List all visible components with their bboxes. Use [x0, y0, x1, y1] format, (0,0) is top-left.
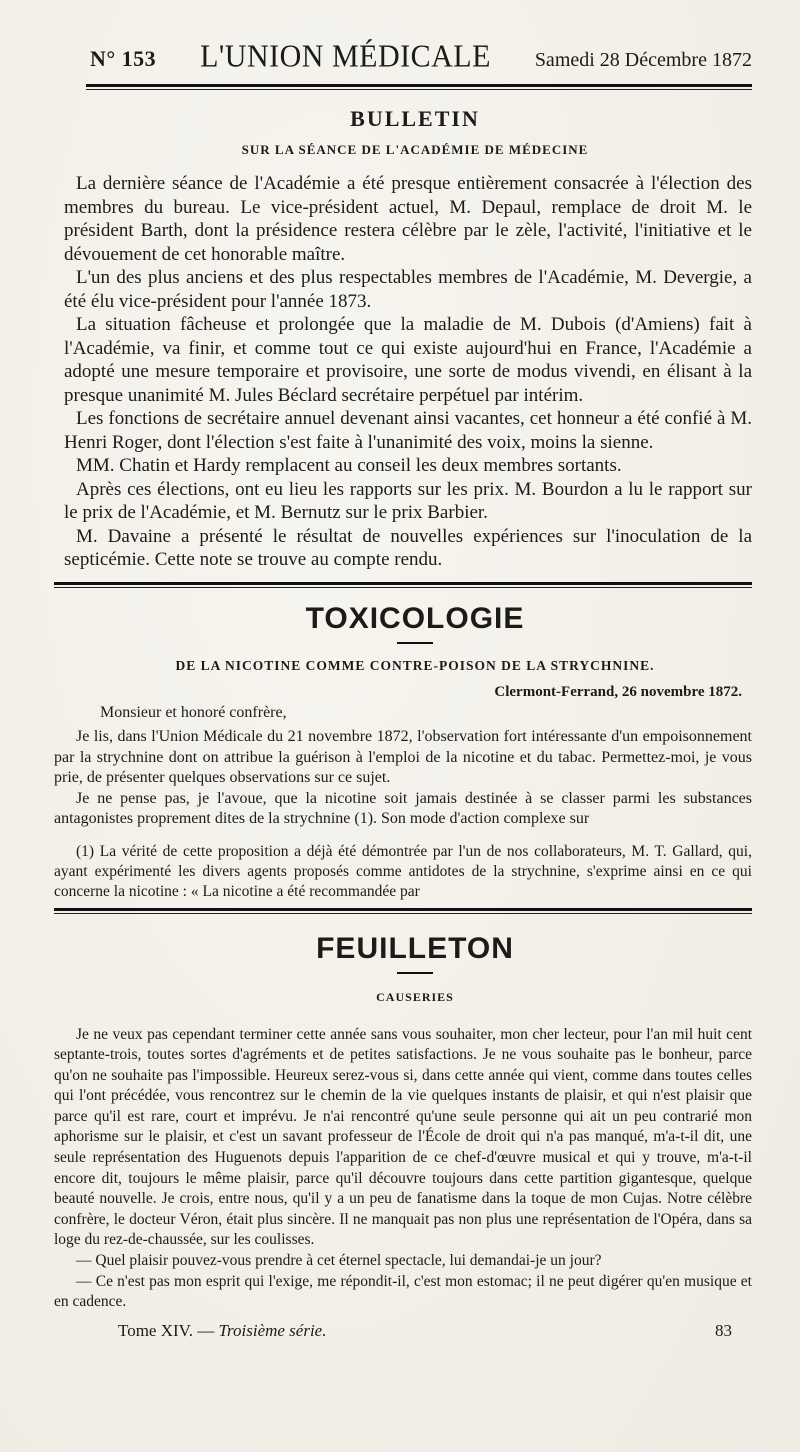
bulletin-paragraph: La situation fâcheuse et prolongée que la maladie de M. Dubois (d'Amiens) fait à l'Académie, va finir, et comme tout ce qui existe aujourd'hui en France, l'Académie a adopté une mesure temporaire et provisoire, une sorte de modus vivendi, en élisant à la presque unanimité M. Jules Béclard secrétaire perpétuel par intérim. — [64, 314, 752, 406]
bulletin-paragraph: MM. Chatin et Hardy remplacent au conseil les deux membres sortants. — [76, 455, 622, 476]
letter-place-date: Clermont-Ferrand, 26 novembre 1872. — [494, 683, 742, 700]
bulletin-paragraph: Les fonctions de secrétaire annuel devenant ainsi vacantes, cet honneur a été confié à M. Henri Roger, dont l'élection s'est faite à l'unanimité des voix, moins la sienne. — [64, 408, 752, 453]
toxicologie-body — [54, 684, 752, 902]
issue-number: N° 153 — [90, 46, 157, 71]
bulletin-paragraph: L'un des plus anciens et des plus respectables membres de l'Académie, M. Devergie, a été élu vice-président pour l'année 1873. — [64, 267, 752, 312]
masthead-rule-thin — [86, 89, 752, 90]
bulletin-paragraph: M. Davaine a présenté le résultat de nouvelles expériences sur l'inoculation de la septicémie. Cette note se trouve au compte rendu. — [64, 525, 752, 570]
page-number: 83 — [715, 1320, 732, 1340]
bulletin-body — [64, 172, 752, 572]
feuilleton-paragraph: — Ce n'est pas mon esprit qui l'exige, me répondit-il, c'est mon estomac; il ne peut digérer qu'en musique et en cadence. — [54, 1272, 752, 1311]
footnote: (1) La vérité de cette proposition a déjà été démontrée par l'un de nos collaborateurs, M. T. Gallard, qui, ayant expérimenté les divers agents proposés comme antidotes de la strychnine, s'exprime ainsi en ce qui concerne la nicotine : « La nicotine a été recommandée par — [54, 842, 752, 900]
section-divider — [54, 582, 752, 585]
bulletin-subtitle: SUR LA SÉANCE DE L'ACADÉMIE DE MÉDECINE — [241, 142, 589, 157]
section-divider-thin — [54, 913, 752, 914]
masthead-rule — [86, 84, 752, 87]
toxicologie-subtitle: DE LA NICOTINE COMME CONTRE-POISON DE LA STRYCHNINE. — [175, 657, 655, 673]
series-label: Troisième série. — [218, 1320, 327, 1340]
bulletin-title: BULLETIN — [350, 106, 480, 131]
letter-salutation: Monsieur et honoré confrère, — [100, 703, 287, 721]
issue-date: Samedi 28 Décembre 1872 — [534, 49, 752, 71]
title-underline — [397, 972, 433, 974]
section-divider — [54, 908, 752, 911]
footer-volume — [118, 1321, 326, 1341]
journal-title: L'UNION MÉDICALE — [200, 39, 491, 74]
toxicologie-paragraph: Je lis, dans l'Union Médicale du 21 novembre 1872, l'observation fort intéressante d'un empoisonnement par la strychnine dont on attribue la guérison à l'emploi de la nicotine et du tabac. Permettez-moi, je vous prie, de présenter quelques observations sur ce sujet. — [54, 728, 752, 786]
title-underline — [397, 642, 433, 644]
feuilleton-body — [54, 1025, 752, 1313]
bulletin-paragraph: Après ces élections, ont eu lieu les rapports sur les prix. M. Bourdon a lu le rapport sur le prix de l'Académie, et M. Bernutz sur le prix Barbier. — [64, 478, 752, 523]
volume-label: Tome XIV. — — [118, 1320, 215, 1340]
section-divider-thin — [54, 587, 752, 588]
page-footer — [118, 1321, 732, 1341]
toxicologie-title: TOXICOLOGIE — [305, 601, 525, 635]
feuilleton-paragraph: — Quel plaisir pouvez-vous prendre à cet éternel spectacle, lui demandai-je un jour? — [76, 1252, 602, 1270]
masthead — [90, 40, 752, 78]
feuilleton-title: FEUILLETON — [316, 931, 514, 965]
toxicologie-paragraph: Je ne pense pas, je l'avoue, que la nicotine soit jamais destinée à se classer parmi les substances antagonistes proprement dites de la strychnine (1). Son mode d'action complexe sur — [54, 789, 752, 827]
feuilleton-paragraph: Je ne veux pas cependant terminer cette année sans vous souhaiter, mon cher lecteur, pour l'an mil huit cent septante-trois, toutes sortes d'agréments et de petites satisfactions. Je ne vous souhaite pas le bonheur, parce qu'on ne souhaite pas l'impossible. Heureux serez-vous si, dans cette année qui vient, comme dans toutes celles qui l'ont précédée, vous rencontrez sur le chemin de la vie quelques instants de plaisir, et qui n'est plaisir que parce qu'il est rare, court et imprévu. Je n'ai rencontré qu'une seule personne qui ait un peu contrarié mon aphorisme sur le plaisir, et c'est un savant professeur de l'École de droit qui n'a pas manqué, m'a-t-il dit, une seule représentation des Huguenots depuis l'apparition de ce chef-d'œuvre musical et qui y trouve, m'a-t-il encore dit, toujours le même plaisir, parce qu'il découvre toujours dans cette partition gigantesque, quelque beauté nouvelle. Je crois, entre nous, qu'il y a un peu de fanatisme dans la toque de mon Cujas. Notre célèbre confrère, le docteur Véron, était plus sincère. Il ne manquait pas non plus une représentation de l'Opéra, dans sa loge du rez-de-chaussée, sur les coulisses. — [54, 1025, 752, 1249]
bulletin-paragraph: La dernière séance de l'Académie a été presque entièrement consacrée à l'élection des membres du bureau. Le vice-président actuel, M. Depaul, remplace de droit M. le président Barth, dont la présidence restera célèbre par le zèle, l'activité, l'initiative et le dévouement de cet honorable maître. — [64, 173, 752, 265]
feuilleton-subtitle: CAUSERIES — [376, 989, 454, 1004]
